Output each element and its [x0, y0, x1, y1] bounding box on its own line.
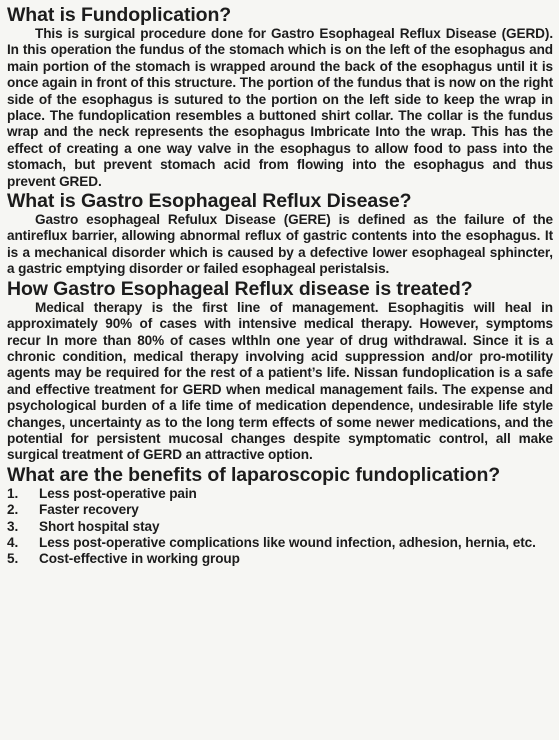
section-body: Medical therapy is the first line of management. Esophagitis will heal in approximately 90% of cases with intensive medical therapy. However, symptoms recur In more than 80% of cases wlthln one year of drug withdrawal. Since it is a chronic condition, medical therapy involving acid suppression and/or pro-motility agents may be required for the rest of a patient’s life. Nissan fundoplication is a safe and effective treatment for GERD when medical management fails. The expense and psychological burden of a life time of medication dependence, undesirable life style changes, uncertainty as to the long term effects of some newer medications, and the potential for persistent mucosal changes despite symptomatic control, all make surgical treatment of GERD an attractive option. — [7, 299, 553, 463]
section-heading: What is Fundoplication? — [7, 4, 232, 26]
list-item-number: 3. — [7, 518, 19, 534]
list-item-text: Less post-operative pain — [39, 485, 197, 501]
section-gerd-treatment — [7, 279, 553, 464]
list-item — [7, 535, 553, 551]
list-item — [7, 486, 553, 502]
list-item-number: 1. — [7, 485, 19, 501]
section-fundoplication — [7, 5, 553, 190]
list-item-text: Less post-operative complications like wound infection, adhesion, hernia, etc. — [39, 534, 536, 550]
list-item-text: Cost-effective in working group — [39, 551, 240, 567]
list-item-text: Faster recovery — [39, 502, 139, 518]
list-item-number: 2. — [7, 502, 19, 518]
section-body: Gastro esophageal Refulux Disease (GERE) is defined as the failure of the antireflux barrier, allowing abnormal reflux of gastric contents into the esophagus. It is a mechanical disorder which is caused by a defective lower esophageal sphincter, a gastric emptying disorder or failed esophageal peristalsis. — [7, 212, 553, 277]
list-item-text: Short hospital stay — [39, 518, 160, 534]
section-heading: What is Gastro Esophageal Reflux Disease? — [7, 190, 412, 213]
list-item — [7, 551, 553, 567]
section-heading: How Gastro Esophageal Reflux disease is treated? — [7, 277, 473, 300]
benefits-list — [7, 486, 553, 568]
section-heading: What are the benefits of laparoscopic fundoplication? — [7, 463, 501, 486]
section-gerd-definition — [7, 191, 553, 278]
list-item — [7, 519, 553, 535]
section-benefits — [7, 465, 553, 568]
section-body: This is surgical procedure done for Gastro Esophageal Reflux Disease (GERD). In this operation the fundus of the stomach which is on the left of the esophagus and main portion of the stomach is wrapped around the back of the esophagus until it is once again in front of this structure. The portion of the fundus that is now on the right side of the esophagus is sutured to the portion on the left side to keep the wrap in place. The fundoplication resembles a buttoned shirt collar. The collar is the fundus wrap and the neck represents the esophagus Imbricate Into the wrap. This has the effect of creating a one way valve in the esophagus to allow food to pass into the stomach, but prevent stomach acid from flowing into the esophagus and thus prevent GRED. — [7, 26, 553, 189]
list-item-number: 4. — [7, 534, 19, 550]
list-item — [7, 502, 553, 518]
list-item-number: 5. — [7, 551, 19, 567]
